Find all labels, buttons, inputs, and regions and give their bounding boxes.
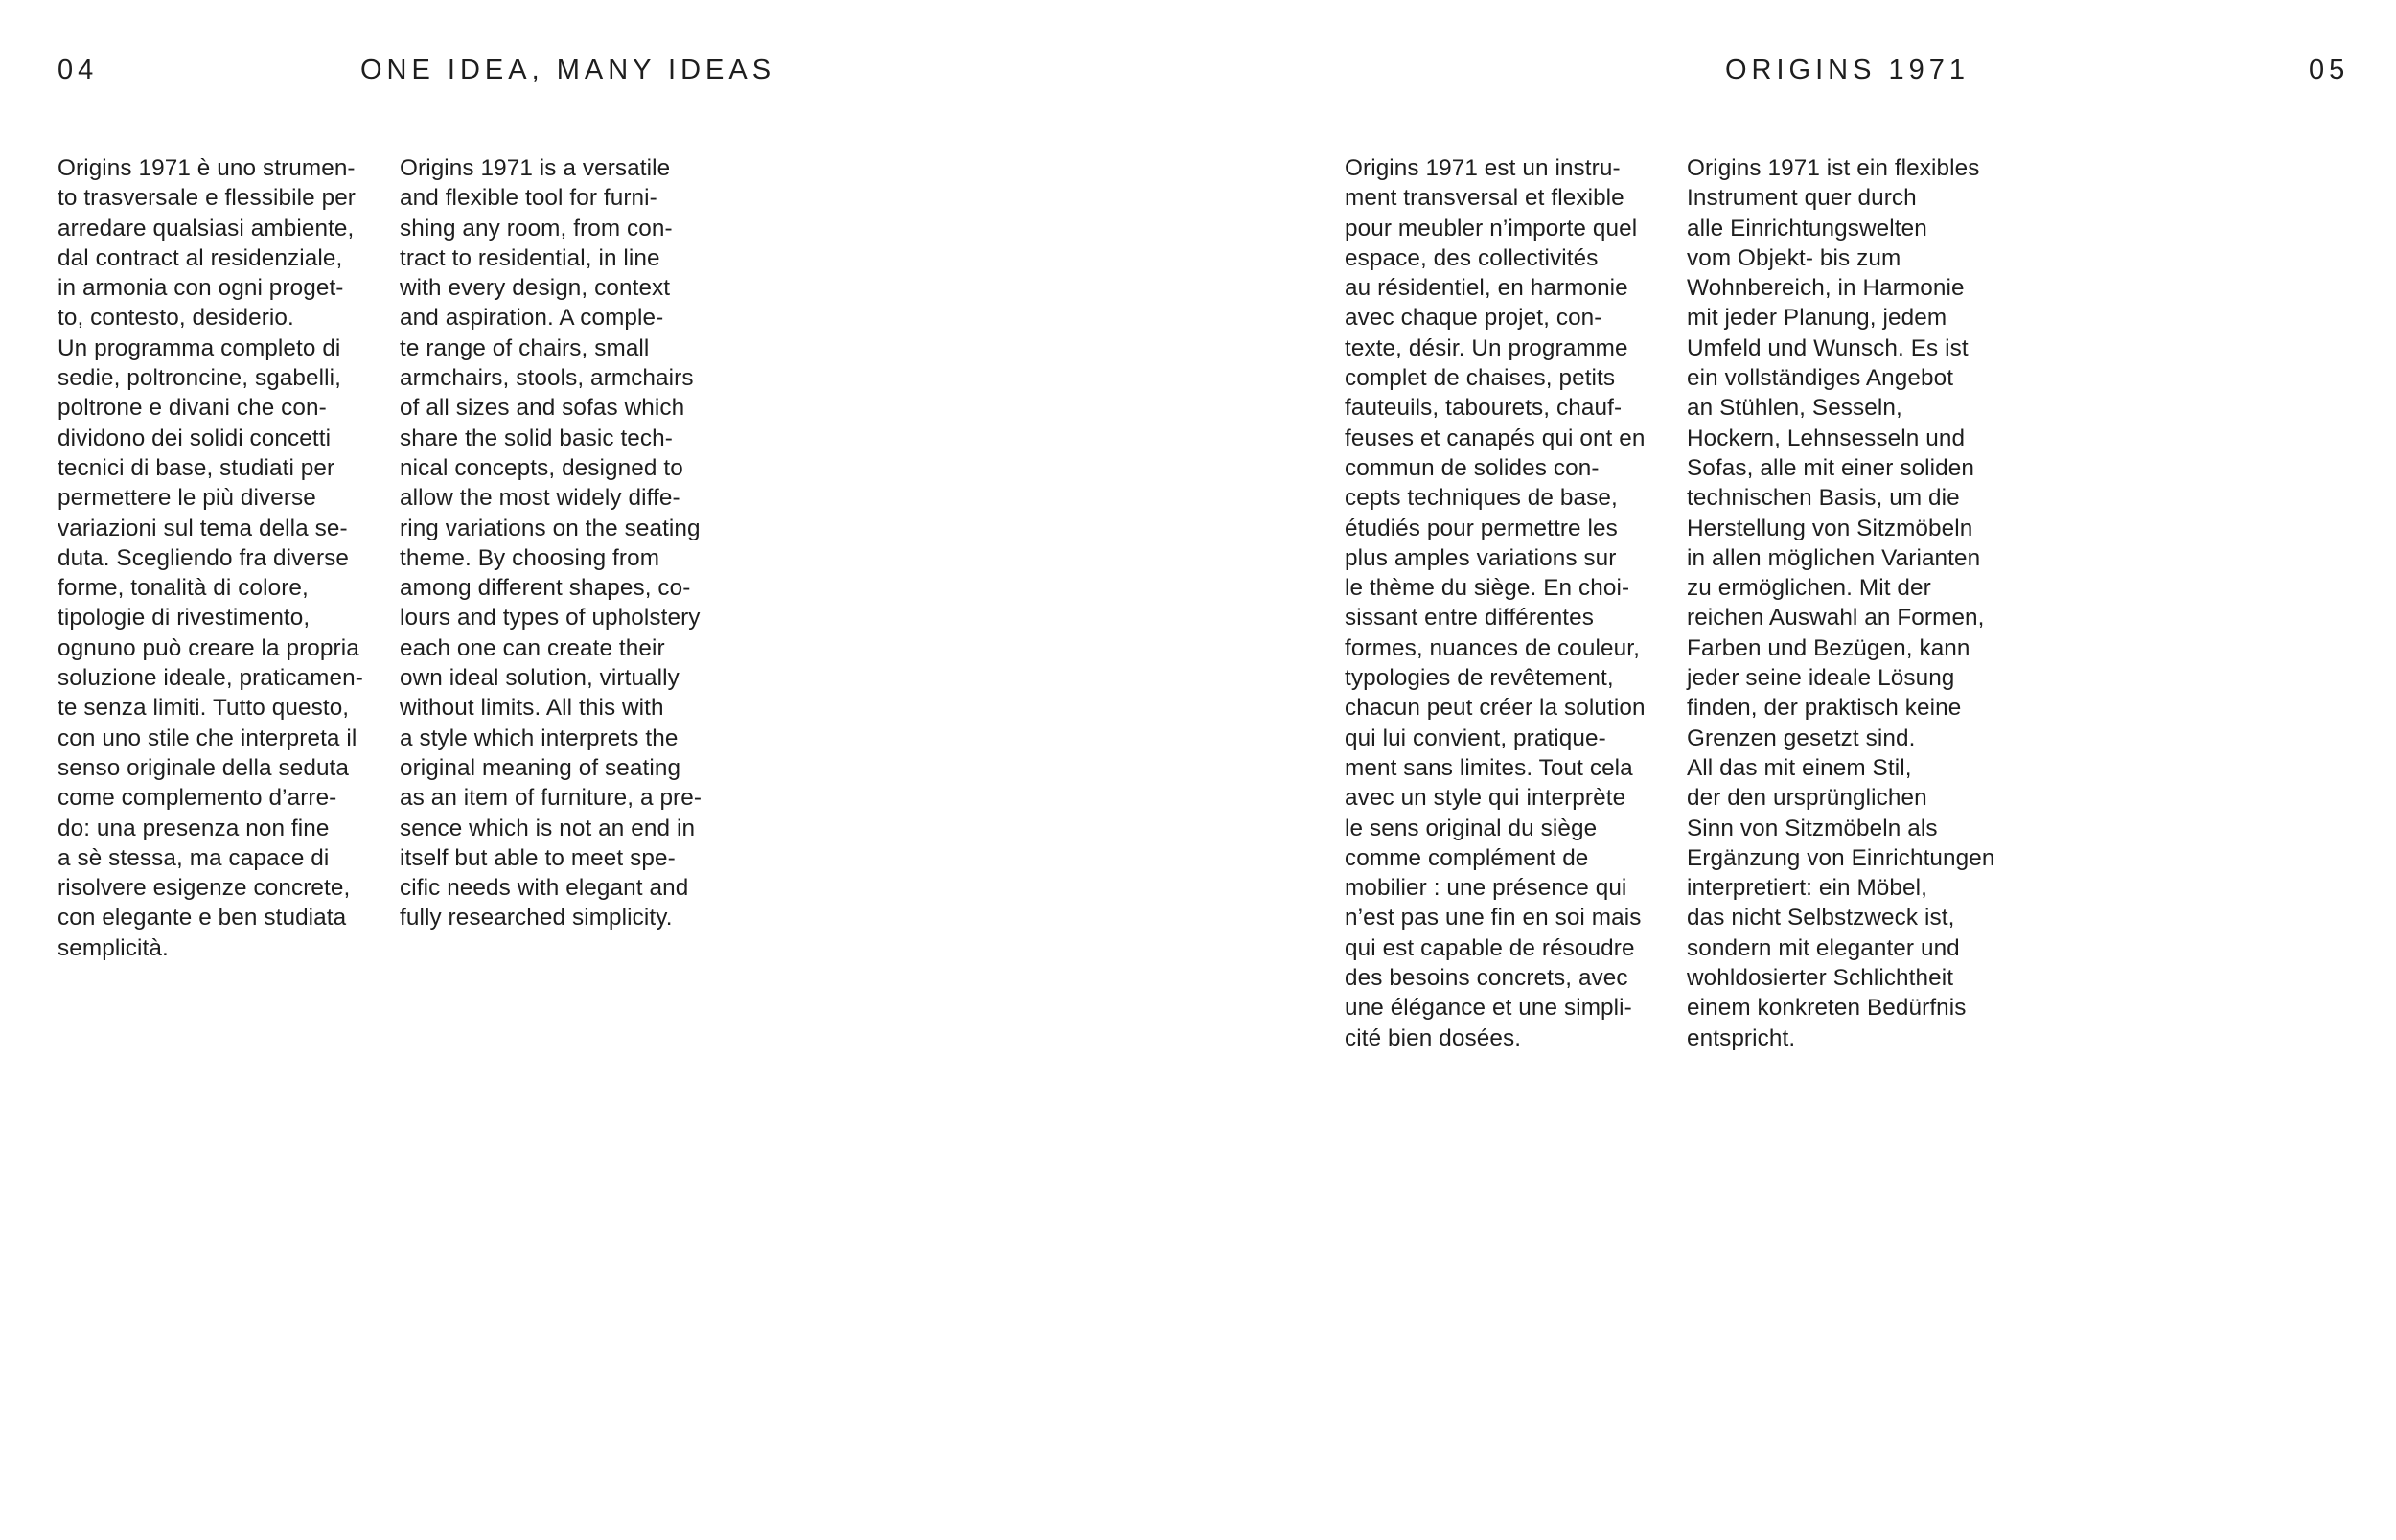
text-column-french: Origins 1971 est un instru- ment transversal et flexible pour meubler n’importe quel espace, des collectivités au résidentiel, en harmonie avec chaque projet, con- texte, désir. Un programme complet de chaises, petits fauteuils, tabourets, chauf- feuses et canapés qui ont en commun de solides con- cepts techniques de base, étudiés pour permettre les plus amples variations sur le thème du siège. En choi- sissant entre différentes formes, nuances de couleur, typologies de revêtement, chacun peut créer la solution qui lui convient, pratique- ment sans limites. Tout cela avec un style qui interprète le sens original du siège comme complément de mobilier : une présence qui n’est pas une fin en soi mais qui est capable de résoudre des besoins concrets, avec une élégance et une simpli- cité bien dosées. — [1345, 155, 1646, 1051]
section-title-left: ONE IDEA, MANY IDEAS — [360, 55, 776, 85]
page-number-right: 05 — [2309, 55, 2350, 85]
text-column-german: Origins 1971 ist ein flexibles Instrument quer durch alle Einrichtungswelten vom Objekt- bis zum Wohnbereich, in Harmonie mit jeder Planung, jedem Umfeld und Wunsch. Es ist ein vollständiges Angebot an Stühlen, Sesseln, Hockern, Lehnsesseln und Sofas, alle mit einer soliden technischen Basis, um die Herstellung von Sitzmöbeln in allen möglichen Varianten zu ermöglichen. Mit der reichen Auswahl an Formen, Farben und Bezügen, kann jeder seine ideale Lösung finden, der praktisch keine Grenzen gesetzt sind. All das mit einem Stil, der den ursprünglichen Sinn von Sitzmöbeln als Ergänzung von Einrichtungen interpretiert: ein Möbel, das nicht Selbstzweck ist, sondern mit eleganter und wohldosierter Schlichtheit einem konkreten Bedürfnis entspricht. — [1687, 155, 1995, 1051]
text-column-italian: Origins 1971 è uno strumen- to trasversale e flessibile per arredare qualsiasi ambiente, dal contract al residenziale, in armonia con ogni proget- to, contesto, desiderio. Un programma completo di sedie, poltroncine, sgabelli, poltrone e divani che con- dividono dei solidi concetti tecnici di base, studiati per permettere le più diverse variazioni sul tema della se- duta. Scegliendo fra diverse forme, tonalità di colore, tipologie di rivestimento, ognuno può creare la propria soluzione ideale, praticamen- te senza limiti. Tutto questo, con uno stile che interpreta il senso originale della seduta come complemento d’arre- do: una presenza non fine a sè stessa, ma capace di risolvere esigenze concrete, con elegante e ben studiata semplicità. — [58, 155, 363, 961]
page-number-left: 04 — [58, 55, 99, 85]
section-title-right: ORIGINS 1971 — [1725, 55, 1970, 85]
text-column-english: Origins 1971 is a versatile and flexible tool for furni- shing any room, from con- tract to residential, in line with every design, context and aspiration. A comple- te range of chairs, small armchairs, stools, armchairs of all sizes and sofas which share the solid basic tech- nical concepts, designed to allow the most widely diffe- ring variations on the seating theme. By choosing from among different shapes, co- lours and types of upholstery each one can create their own ideal solution, virtually without limits. All this with a style which interprets the original meaning of seating as an item of furniture, a pre- sence which is not an end in itself but able to meet spe- cific needs with elegant and fully researched simplicity. — [400, 155, 703, 931]
